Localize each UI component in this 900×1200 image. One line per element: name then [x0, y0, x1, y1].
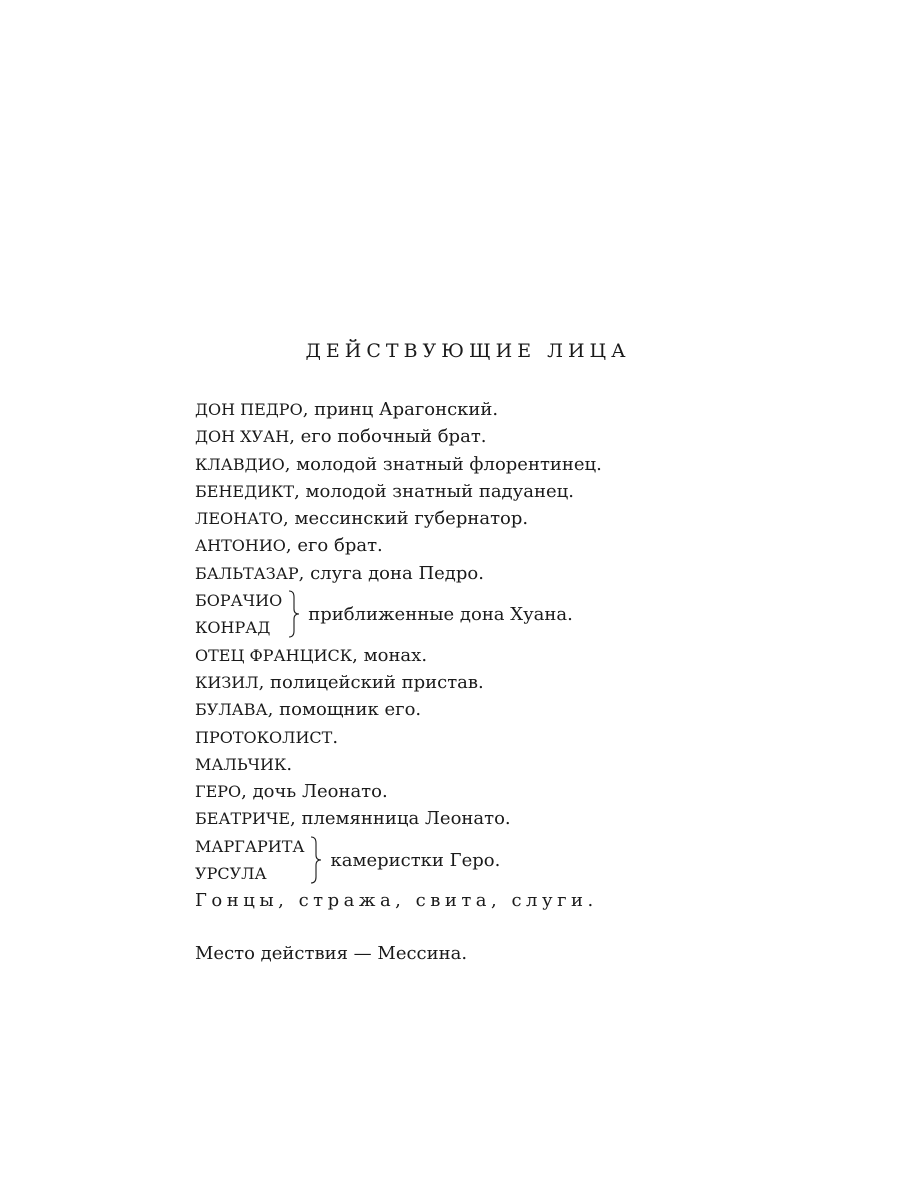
character-description: , мессинский губернатор.: [283, 508, 529, 530]
right-brace-icon: [310, 835, 322, 885]
cast-entry: [195, 478, 815, 505]
cast-entry: [195, 642, 815, 669]
place-of-action: Место действия — Мессина.: [195, 942, 468, 964]
group-description: приближенные дона Хуана.: [308, 603, 573, 625]
character-name: БЕАТРИЧЕ: [195, 809, 290, 829]
character-name: МАЛЬЧИК: [195, 754, 287, 774]
character-name: ГЕРО: [195, 782, 242, 802]
cast-entry: [195, 696, 815, 723]
group-names: [195, 587, 282, 642]
character-name: БОРАЧИО: [195, 591, 283, 611]
character-name: КЛАВДИО: [195, 454, 285, 474]
character-description: , помощник его.: [267, 699, 422, 721]
character-description: , его брат.: [285, 535, 383, 557]
cast-entry: [195, 560, 815, 587]
cast-entry: [195, 396, 815, 423]
cast-entry: [195, 423, 815, 450]
character-name: ДОН ХУАН: [195, 427, 290, 447]
cast-entry: [195, 805, 815, 832]
cast-entry: [195, 532, 815, 559]
group-description: камеристки Геро.: [330, 849, 501, 871]
character-description: , монах.: [352, 644, 428, 666]
cast-entry: [195, 751, 815, 778]
character-name: ОТЕЦ ФРАНЦИСК: [195, 645, 353, 665]
character-description: .: [286, 753, 293, 775]
character-name: УРСУЛА: [195, 864, 267, 884]
cast-group-borachio-conrad: [195, 587, 815, 642]
group-names: [195, 833, 304, 888]
character-description: , полицейский пристав.: [258, 671, 484, 693]
cast-entry: [195, 505, 815, 532]
character-name: БУЛАВА: [195, 700, 268, 720]
cast-group-margarita-ursula: [195, 833, 815, 888]
character-description: , принц Арагонский.: [302, 399, 499, 420]
character-description: , слуга дона Педро.: [298, 562, 484, 584]
character-name: МАРГАРИТА: [195, 836, 305, 856]
character-description: , дочь Леонато.: [241, 781, 388, 803]
character-description: .: [332, 726, 339, 748]
character-description: , племянница Леонато.: [290, 808, 511, 830]
character-name: ПРОТОКОЛИСТ: [195, 727, 333, 747]
cast-entry: [195, 669, 815, 696]
character-name: ДОН ПЕДРО: [195, 400, 303, 419]
right-brace-icon: [288, 589, 300, 639]
cast-entry: [195, 778, 815, 805]
page-title: ДЕЙСТВУЮЩИЕ ЛИЦА: [305, 340, 631, 362]
character-name: КОНРАД: [195, 618, 271, 638]
character-name: КИЗИЛ: [195, 672, 259, 692]
cast-entry: [195, 451, 815, 478]
character-name: БАЛЬТАЗАР: [195, 563, 299, 583]
character-name: БЕНЕДИКТ: [195, 481, 295, 501]
extras-line: Гонцы, стража, свита, слуги.: [195, 890, 598, 912]
character-description: , молодой знатный флорентинец.: [284, 453, 602, 475]
cast-list: [195, 396, 815, 967]
character-name: АНТОНИО: [195, 536, 286, 556]
cast-entry: [195, 724, 815, 751]
character-description: , его побочный брат.: [289, 426, 487, 448]
character-name: ЛЕОНАТО: [195, 509, 284, 529]
character-description: , молодой знатный падуанец.: [294, 480, 574, 502]
